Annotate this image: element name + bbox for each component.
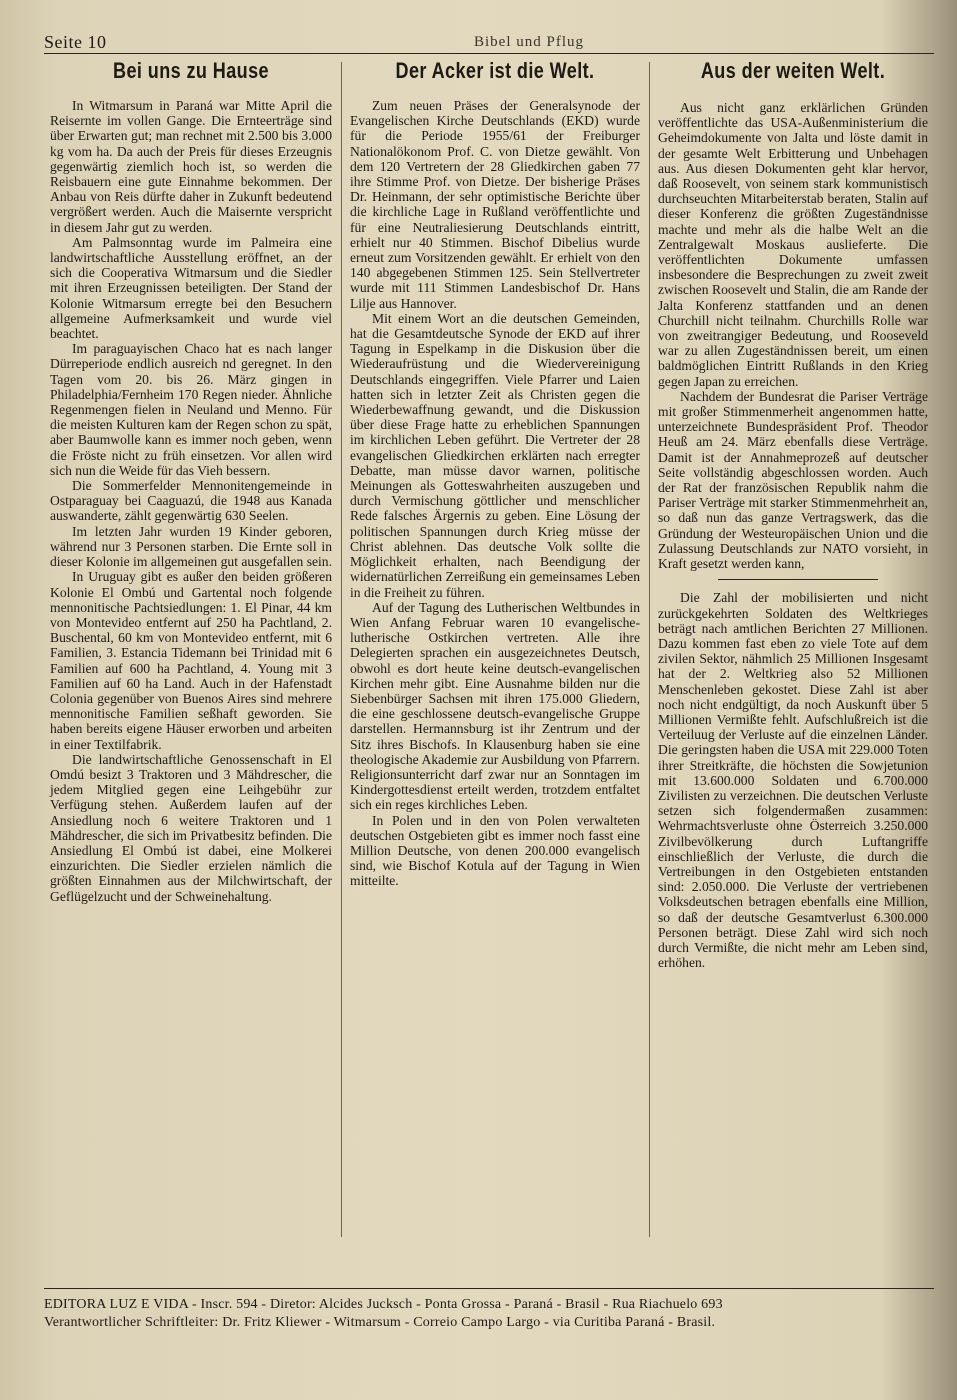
article-paragraph: Die Sommerfelder Mennonitengemeinde in Ostparaguay bei Caaguazú, die 1948 aus Kanada auswanderte, zählt gegenwärtig 630 Seelen. <box>50 478 332 524</box>
section-rule <box>718 579 878 580</box>
article-paragraph: Auf der Tagung des Lutherischen Weltbundes in Wien Anfang Februar waren 10 evangelische-lutherische Ostkirchen vertreten. Alle ihre Delegierten sprachen ein ausgezeichnetes Deutsch, obwohl es dort heute keine deutsch-evangelischen Kirchen mehr gibt. Eine Ausnahme bilden nur die Siebenbürger Sachsen mit ihren 175.000 Gliedern, die eine geschlossene deutsch-evangelische Gruppe darstellen. Hermannsburg ist ihr Zentrum und der Sitz ihres Bischofs. In Klausenburg haben sie eine theologische Akademie zur Ausbildung von Pfarrern. Religionsunterricht darf zwar nur an Sonntagen im Kindergottesdienst erteilt werden, trotzdem entfaltet sich ein reges kirchliches Leben. <box>350 599 640 813</box>
page-header <box>44 28 934 56</box>
column-heading: Der Acker ist die Welt. <box>395 58 595 83</box>
page-number: Seite 10 <box>44 32 107 52</box>
imprint-line: Verantwortlicher Schriftleiter: Dr. Fritz Kliewer - Witmarsum - Correio Campo Largo - via Curitiba Paraná - Brasil. <box>44 1315 716 1330</box>
article-paragraph: Die Zahl der mobilisierten und nicht zurückgekehrten Soldaten des Weltkrieges beträgt nach amtlichen Berichten 27 Millionen. Dazu kommen fast eben zo viele Tote auf dem zivilen Sektor, nähmlich 25 Millionen Insgesamt hat der 2. Weltkrieg also 52 Millionen Menschenleben gekostet. Diese Zahl ist aber noch nicht endgültigt, da noch Auskunft über 5 Millionen Vermißte fehlt. Aufschlußreich ist die Verteiluug der Verluste auf die einzelnen Länder. Die geringsten haben die USA mit 229.000 Toten ihrer Streitkräfte, die höchsten die Sowjetunion mit 13.600.000 Soldaten und 6.700.000 Zivilisten zu verzeichnen. Die deutschen Verluste setzen sich folgendermaßen zusammen: Wehrmachtsverluste ohne Österreich 3.250.000 Zivilbevölkerung durch Luftangriffe einschließlich der Verluste, die durch die Vertreibungen in den Ostgebieten entstanden sind: 2.050.000. Die Verluste der vertriebenen Volksdeutschen betragen ebenfalls eine Million, so daß der deutsche Gesamtverlust 6.300.000 Personen beträgt. Diese Zahl wird sich noch durch Vermißte, die nicht mehr am Leben sind, erhöhen. <box>658 590 928 971</box>
article-paragraph: Im paraguayischen Chaco hat es nach langer Dürreperiode endlich ausreich nd geregnet. In den Tagen vom 20. bis 26. März gingen in Philadelphia/Fernheim 170 Regen nieder. Ähnliche Regenmengen fielen in Neuland und Menno. Für die meisten Kulturen kam der Regen schon zu spät, aber Baumwolle kann es immer noch geben, wenn die Fröste nicht zu früh einsetzen. Vor allen wird sich nun die Weide für das Vieh bessern. <box>50 341 332 478</box>
column-heading: Bei uns zu Hause <box>113 58 269 83</box>
article-paragraph: Zum neuen Präses der Generalsynode der Evangelischen Kirche Deutschlands (EKD) wurde für die Periode 1955/61 der Freiburger Nationalökonom Prof. C. von Dietze gewählt. Von dem 120 Vertretern der 28 Gliedkirchen gaben 77 ihre Stimme Prof. von Dietze. Der bisherige Präses Dr. Heinmann, der sehr optimistische Berichte über die kirchliche Lage in Rußland veröffentlichte und für eine Neutraliesierung Deutschlands eintritt, erhielt nur 40 Stimmen. Bischof Dibelius wurde erneut zum Vorsitzenden gewählt. Er erhielt von den 140 abgegebenen Stimmen 125. Sein Stellvertreter wurde mit 111 Stimmen Landesbischof Dr. Hans Lilje aus Hannover. <box>350 98 640 311</box>
article-paragraph: In Polen und in den von Polen verwalteten deutschen Ostgebieten gibt es immer noch fasst eine Million Deutsche, von denen 200.000 evangelisch sind, wie Bischof Kotula auf der Tagung in Wien mitteilte. <box>350 812 640 889</box>
column-left <box>50 58 332 904</box>
imprint <box>44 1296 934 1332</box>
header-rule <box>44 53 934 54</box>
column-right <box>658 58 928 970</box>
article-paragraph: Aus nicht ganz erklärlichen Gründen veröffentlichte das USA-Außenministerium die Geheimdokumente von Jalta und löste damit in der gesamte Welt Erbitterung und Unbehagen aus. Aus diesen Dokumenten geht klar hervor, daß Roosevelt, von seinem stark kommunistisch durchseuchten Mitarbeiterstab beraten, Stalin auf dieser Konferenz die größten Zugeständnisse machte und mehr als die halbe Welt an die Zentralgewalt Moskaus auslieferte. Die veröffentlichten Dokumente umfassen insbesondere die Besprechungen zu zweit zweit zwischen Roosevelt und Stalin, die am Rande der Jalta Konferenz stattfanden und an denen Churchill nicht teilnahm. Churchills Rolle war von zweitrangiger Bedeutung, und Rooseveld war zu allen Zugeständnissen bereit, um einen baldmöglichen Eintritt Rußlands in den Krieg gegen Japan zu erreichen. <box>658 100 928 389</box>
article-paragraph: Die landwirtschaftliche Genossenschaft in El Omdú besizt 3 Traktoren und 3 Mähdrescher, die jedem Mitglied gegen eine Leihgebühr zur Verfügung stehen. Außerdem laufen auf der Ansiedlung noch 6 weitere Traktoren und 1 Mähdrescher, die sich im Privatbesitz befinden. Die Ansiedlung El Ombú ist dabei, eine Molkerei einzurichten. Die Siedler erzielen nämlich die größten Einnahmen aus der Milchwirtschaft, der Geflügelzucht und der Schweinehaltung. <box>50 751 332 904</box>
footer-rule <box>44 1288 934 1289</box>
running-title: Bibel und Pflug <box>474 34 585 50</box>
column-heading: Aus der weiten Welt. <box>700 58 886 83</box>
article-paragraph: Mit einem Wort an die deutschen Gemeinden, hat die Gesamtdeutsche Synode der EKD auf ihrer Tagung in Espelkamp in die Diskusion über die Wiederaufrüstung und die Wiedervereinigung Deutschlands eingegriffen. Viele Pfarrer und Laien hatten sich in letzter Zeit als Christen gegen die Wiederbewaffnung gewandt, und die Diskussion über diese Frage hatte zu erheblichen Spannungen im kirchlichen Leben geführt. Die Vertreter der 28 evangelischen Gliedkirchen erklärten nach erregter Debatte, man müsse davor warnen, politische Meinungen als Gotteswahrheiten auszugeben und durch Vermischung göttlicher und menschlicher Rede falsches Ärgernis zu geben. Eine Lösung der politischen Spannungen durch Krieg müsse der Christ ablehnen. Das deutsche Volk sollte die Möglichkeit erhalten, nach Beendigung der widernatürlichen Zerreißung ein gemeinsames Leben in die Freiheit zu führen. <box>350 310 640 600</box>
article-paragraph: Am Palmsonntag wurde im Palmeira eine landwirtschaftliche Ausstellung eröffnet, an der sich die Cooperativa Witmarsum und die Siedler mit ihren Erzeugnissen beteiligten. Der Stand der Kolonie Witmarsum erregte bei den Besuchern allgemeine Aufmerksamkeit und wurde viel beachtet. <box>50 234 332 342</box>
column-middle <box>350 58 640 889</box>
article-paragraph: In Witmarsum in Paraná war Mitte April die Reisernte im vollen Gange. Die Ernteerträge sind über Erwarten gut; man rechnet mit 2.500 bis 3.000 kg vom ha. Da auch der Preis für dieses Erzeugnis gegenwärtig ziemlich hoch ist, so werden die Reisbauern eine gute Einnahme bekommen. Der Anbau von Reis dürfte daher in Zukunft bedeutend vergrößert werden. Auch die Maisernte verspricht in diesem Jahr gut zu werden. <box>50 98 332 235</box>
column-divider <box>649 62 650 1237</box>
column-divider <box>341 62 342 1237</box>
article-paragraph: Im letzten Jahr wurden 19 Kinder geboren, während nur 3 Personen starben. Die Ernte soll in dieser Kolonie im allgemeinen gut ausgefallen sein. <box>50 523 332 570</box>
article-paragraph: In Uruguay gibt es außer den beiden größeren Kolonie El Ombú und Gartental noch folgende mennonitische Pachtsiedlungen: 1. El Pinar, 44 km von Montevideo entfernt auf 250 ha Pachtland, 2. Buschental, 60 km von Montevideo entfernt, mit 6 Familien, 3. Estancia Tidemann bei Trinidad mit 6 Familien auf 600 ha Pachtland, 4. Young mit 3 Familien auf 60 ha Land. Auch in der Hafenstadt Colonia gegenüber von Buenos Aires sind mehrere mennonitische Familien seßhaft geworden. Sie haben bereits eigene Häuser erworben und arbeiten in einer Textilfabrik. <box>50 569 332 752</box>
article-paragraph: Nachdem der Bundesrat die Pariser Verträge mit großer Stimmenmerheit angenommen hatte, unterzeichnete Bundespräsident Prof. Theodor Heuß am 24. März ebenfalls diese Verträge. Damit ist der Annahmeprozeß auf deutscher Seite vollständig abgeschlossen worden. Auch der Rat der französischen Republik nahm die Pariser Verträge mit starker Stimmenmehrheit an, so daß nun das ganze Vertragswerk, das die Gründung der Westeuropäischen Union und die Zulassung Deutschlands zur NATO vorsieht, in Kraft gesetzt werden kann, <box>658 388 928 572</box>
imprint-line: EDITORA LUZ E VIDA - Inscr. 594 - Diretor: Alcides Jucksch - Ponta Grossa - Paraná - Brasil - Rua Riachuelo 693 <box>44 1297 723 1312</box>
